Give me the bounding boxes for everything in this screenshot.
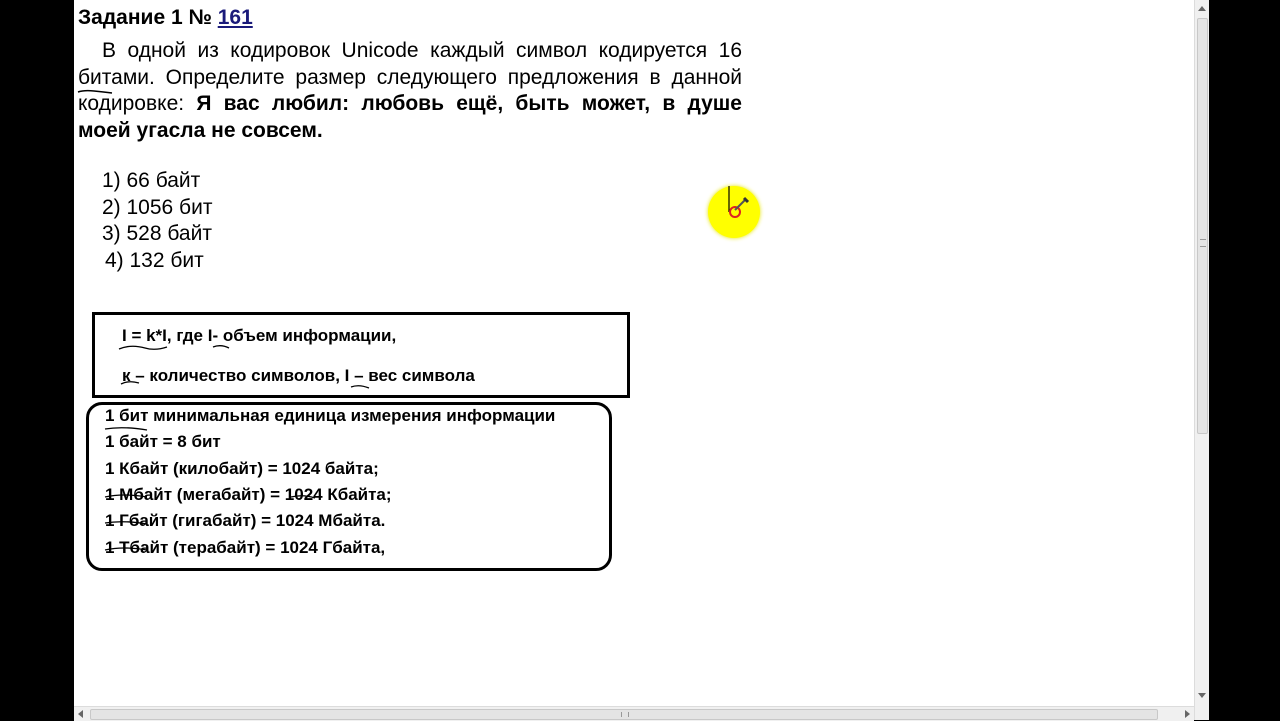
scroll-right-icon[interactable] bbox=[1185, 710, 1190, 718]
scroll-left-icon[interactable] bbox=[78, 710, 83, 718]
answer-option-4[interactable]: 4) 132 бит bbox=[105, 248, 204, 272]
handwritten-marks-units bbox=[103, 425, 363, 565]
task-number-link[interactable]: 161 bbox=[217, 6, 253, 29]
formula-line-1: I = k*I, где I- объем информации, bbox=[122, 326, 397, 345]
horizontal-scrollbar[interactable] bbox=[74, 706, 1194, 721]
handwritten-mark-weight bbox=[349, 383, 379, 393]
grip-icon bbox=[1200, 239, 1206, 247]
task-title bbox=[78, 6, 253, 30]
grip-icon bbox=[621, 712, 629, 717]
units-box bbox=[86, 402, 612, 571]
answer-option-1[interactable]: 1) 66 байт bbox=[102, 169, 201, 192]
formula-box bbox=[92, 312, 630, 398]
task-sentence-bold: Я вас любил: любовь ещё, быть может, в душе моей угасла не совсем. bbox=[78, 92, 742, 142]
task-title-prefix: Задание 1 № bbox=[78, 6, 218, 29]
handwritten-marks-formula bbox=[117, 343, 257, 387]
units-line-2: 1 байт = 8 бит bbox=[105, 432, 221, 451]
vertical-scrollbar[interactable] bbox=[1194, 0, 1209, 720]
units-line-6: 1 Тбайт (терабайт) = 1024 Гбайта, bbox=[105, 538, 386, 557]
units-line-1: 1 бит минимальная единица измерения информации bbox=[105, 406, 556, 425]
scroll-down-icon[interactable] bbox=[1198, 693, 1206, 698]
vertical-scroll-thumb[interactable] bbox=[1197, 18, 1208, 434]
cursor-highlight-icon bbox=[708, 186, 760, 238]
answer-option-3[interactable]: 3) 528 байт bbox=[102, 222, 212, 245]
task-text-plain: В одной из кодировок Unicode каждый символ кодируется 16 битами. Определите размер следующего предложения в данной кодировке: bbox=[78, 39, 742, 115]
scroll-up-icon[interactable] bbox=[1198, 6, 1206, 11]
pen-cursor-icon bbox=[708, 186, 760, 238]
units-line-3: 1 Кбайт (килобайт) = 1024 байта; bbox=[105, 459, 379, 478]
answer-list bbox=[102, 168, 212, 274]
formula-line-2: к – количество символов, I – вес символа bbox=[122, 366, 475, 385]
handwritten-underline-16 bbox=[76, 88, 116, 100]
units-line-4: 1 Мбайт (мегабайт) = 1024 Кбайта; bbox=[105, 485, 392, 504]
horizontal-scroll-thumb[interactable] bbox=[90, 709, 1158, 720]
answer-option-2[interactable]: 2) 1056 бит bbox=[102, 195, 213, 219]
task-text bbox=[78, 38, 742, 144]
units-line-5: 1 Гбайт (гигабайт) = 1024 Мбайта. bbox=[105, 511, 386, 530]
document-page bbox=[74, 0, 1194, 706]
